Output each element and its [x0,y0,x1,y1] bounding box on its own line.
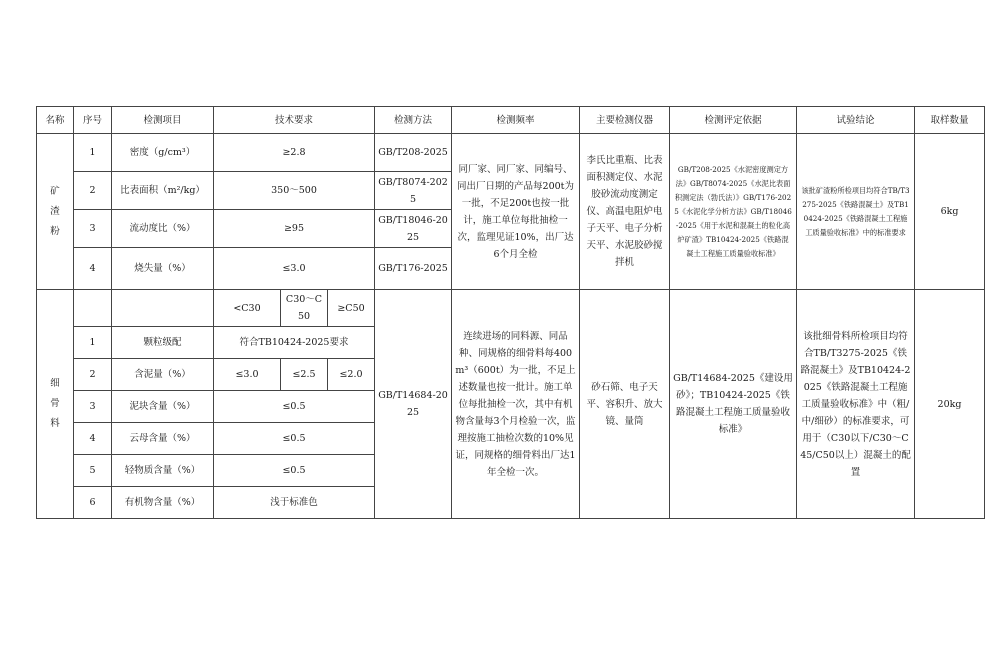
slag-item: 烧失量（%） [112,248,214,290]
fine-requirement: ≤2.0 [328,359,375,391]
header-quantity: 取样数量 [915,107,985,134]
fine-no: 6 [74,487,112,519]
slag-requirement: ≥2.8 [214,134,375,172]
header-instruments: 主要检测仪器 [580,107,670,134]
slag-requirement: 350～500 [214,172,375,210]
fine-requirement: ≤0.5 [214,455,375,487]
slag-no: 3 [74,210,112,248]
fine-requirement: ≤3.0 [214,359,281,391]
fine-method: GB/T14684-2025 [375,290,452,519]
fine-item: 泥块含量（%） [112,391,214,423]
header-no: 序号 [74,107,112,134]
slag-requirement: ≤3.0 [214,248,375,290]
fine-requirement: ≤0.5 [214,423,375,455]
slag-name-char: 矿 [50,185,60,197]
fine-grade: C30～C50 [281,290,328,327]
fine-grade-row [37,290,985,327]
fine-item: 轻物质含量（%） [112,455,214,487]
fine-no: 3 [74,391,112,423]
fine-item: 含泥量（%） [112,359,214,391]
fine-grade: ≥C50 [328,290,375,327]
fine-requirement: ≤0.5 [214,391,375,423]
slag-item: 比表面积（m²/kg） [112,172,214,210]
inspection-table [36,106,985,519]
fine-item: 云母含量（%） [112,423,214,455]
header-requirement: 技术要求 [214,107,375,134]
header-method: 检测方法 [375,107,452,134]
slag-frequency: 同厂家、同厂家、同编号、同出厂日期的产品每200t为一批，不足200t也按一批计，施工单位每批抽检一次，监理见证10%，出厂达6个月全检 [452,134,580,290]
slag-name-char: 渣 [50,205,60,217]
slag-quantity: 6kg [915,134,985,290]
slag-instruments: 李氏比重瓶、比表面积测定仪、水泥胶砂流动度测定仪、高温电阻炉电子天平、电子分析天平、水泥胶砂搅拌机 [580,134,670,290]
fine-no: 2 [74,359,112,391]
slag-name-char: 粉 [50,225,60,237]
slag-basis: GB/T208-2025《水泥密度测定方法》GB/T8074-2025《水泥比表面积测定法（勃氏法）》GB/T176-2025《水泥化学分析方法》GB/T18046-2025《用于水泥和混凝土的粒化高炉矿渣》TB10424-2025《铁路混凝土工程施工质量验收标准》 [670,134,797,290]
header-conclusion: 试验结论 [797,107,915,134]
fine-item: 有机物含量（%） [112,487,214,519]
slag-method: GB/T208-2025 [375,134,452,172]
fine-conclusion: 该批细骨料所检项目均符合TB/T3275-2025《铁路混凝土》及TB10424-2025《铁路混凝土工程施工质量验收标准》中（粗/中/细砂）的标准要求，可用于（C30以下/C30～C45/C50以上）混凝土的配置 [797,290,915,519]
fine-name-char: 细 [50,378,60,389]
fine-item-blank [112,290,214,327]
slag-item: 流动度比（%） [112,210,214,248]
fine-no: 1 [74,327,112,359]
slag-item: 密度（g/cm³） [112,134,214,172]
fine-grade: <C30 [214,290,281,327]
slag-method: GB/T8074-2025 [375,172,452,210]
slag-name-cell [37,134,74,290]
slag-row-1 [37,134,985,172]
slag-requirement: ≥95 [214,210,375,248]
fine-item: 颗粒级配 [112,327,214,359]
fine-requirement: 浅于标准色 [214,487,375,519]
fine-no-blank [74,290,112,327]
slag-method: GB/T176-2025 [375,248,452,290]
fine-requirement: 符合TB10424-2025要求 [214,327,375,359]
fine-basis: GB/T14684-2025《建设用砂》；TB10424-2025《铁路混凝土工程施工质量验收标准》 [670,290,797,519]
slag-conclusion: 该批矿渣粉所检项目均符合TB/T3275-2025《铁路混凝土》及TB10424-2025《铁路混凝土工程施工质量验收标准》中的标准要求 [797,134,915,290]
fine-frequency: 连续进场的同料源、同品种、同规格的细骨料每400m³（600t）为一批，不足上述数量也按一批计。施工单位每批抽检一次，其中有机物含量每3个月检验一次，监理按施工抽检次数的10%见证，同规格的细骨料出厂达1年全检一次。 [452,290,580,519]
fine-no: 5 [74,455,112,487]
slag-no: 4 [74,248,112,290]
fine-name-char: 骨 [50,398,60,409]
fine-name-cell [37,290,74,519]
fine-quantity: 20kg [915,290,985,519]
slag-method: GB/T18046-2025 [375,210,452,248]
slag-no: 2 [74,172,112,210]
fine-name-char: 料 [50,418,60,429]
header-row [37,107,985,134]
header-name: 名称 [37,107,74,134]
header-frequency: 检测频率 [452,107,580,134]
fine-no: 4 [74,423,112,455]
header-basis: 检测评定依据 [670,107,797,134]
slag-no: 1 [74,134,112,172]
header-item: 检测项目 [112,107,214,134]
fine-requirement: ≤2.5 [281,359,328,391]
fine-instruments: 砂石筛、电子天平、容积升、放大镜、量筒 [580,290,670,519]
